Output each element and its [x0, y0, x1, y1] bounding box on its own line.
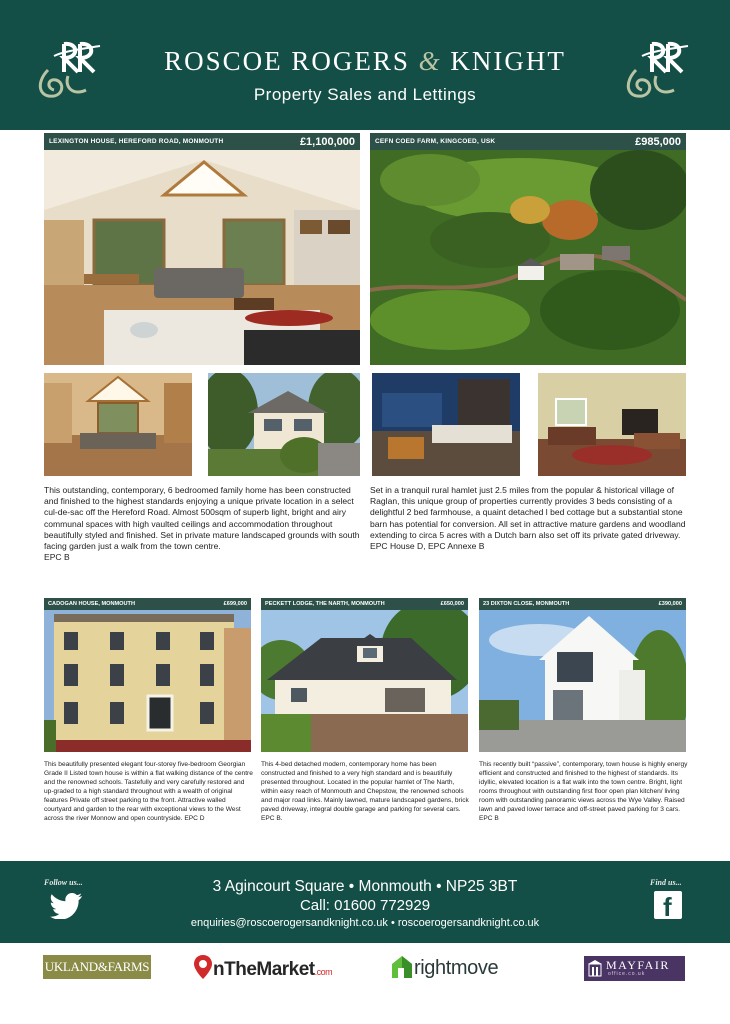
property-photo-thumb-2[interactable] [208, 373, 360, 476]
rightmove-house-icon [392, 956, 412, 978]
listing-description: Set in a tranquil rural hamlet just 2.5 miles from the popular & historical village of Raglan, this unique group of properties currently provides 3 beds consisting of a delightful 2 bed farmhouse, a quaint detached l bed cottage but a substantial stone barn has potential for conversion. All set in attractive mature gardens and woodland extending to circa 5 acres with a Dutch barn also set off its private gated driveway. EPC House D, EPC Annexe B [370, 485, 686, 552]
rightmove-logo[interactable]: rightmove [392, 953, 522, 983]
listing-description: This 4-bed detached modern, contemporary home has been constructed and finished to a very high standard and is beautifully presented throughout. Located in the popular hamlet of The Narth, within easy reach of Monmouth and Chepstow, the renowned schools and major road links. Mainly lawned, mature landscaped gardens, brick paved driveway, integral double garage and parking for several cars. EPC B. [261, 761, 469, 823]
listing-epc: EPC B [479, 815, 499, 823]
listing-address: CEFN COED FARM, KINGCOED, USK [375, 138, 496, 145]
listing-address: LEXINGTON HOUSE, HEREFORD ROAD, MONMOUTH [49, 138, 224, 145]
find-us-label: Find us... [650, 878, 682, 887]
listing-epc: EPC House D, EPC Annexe B [370, 541, 485, 552]
contact-links[interactable]: enquiries@roscoerogersandknight.co.uk • roscoerogersandknight.co.uk [190, 917, 540, 929]
listing-price: £390,000 [658, 601, 682, 607]
listing-address: CADOGAN HOUSE, MONMOUTH [48, 601, 136, 607]
brand-ampersand: & [418, 46, 442, 76]
crest-icon [588, 960, 602, 977]
onthemarket-logo[interactable]: nTheMarket.com [193, 953, 333, 983]
listing-address: PECKETT LODGE, THE NARTH, MONMOUTH [265, 601, 385, 607]
listing-description: This recently built “passive”, contemporary, town house is highly energy efficient and constructed and finished to the highest of standards. Its idyllic, elevated location is a flat walk into the town centre. Bright, light rooms throughout with outstanding first floor open plan kitchen/ living room with outstanding panoramic views across the Wye Valley. Raised lawn and paved lower terrace and off-street paved parking for 3 cars. EPC B [479, 761, 688, 823]
property-photo[interactable] [261, 610, 468, 752]
brand-title: ROSCOE ROGERS & KNIGHT [164, 46, 566, 76]
page-header [0, 0, 730, 130]
brand-tagline: Property Sales and Lettings [253, 85, 477, 104]
listing-title-bar [370, 133, 686, 150]
listing-dixton-close[interactable] [479, 598, 686, 858]
office-phone[interactable]: Call: 01600 772929 [299, 897, 431, 914]
listing-peckett-lodge[interactable] [261, 598, 468, 858]
property-photo-main[interactable] [44, 150, 360, 365]
listing-epc: EPC B [44, 552, 70, 563]
featured-listing-lexington[interactable] [44, 133, 360, 603]
listing-title-bar [44, 598, 251, 610]
contact-footer [0, 861, 730, 943]
listing-title-bar [479, 598, 686, 610]
facebook-icon[interactable]: f [654, 891, 682, 919]
location-pin-icon [193, 955, 213, 979]
listing-description: This outstanding, contemporary, 6 bedroomed family home has been constructed and finished to the highest standards enjoying a unique private location in a select cul-de-sac off the Hereford Road. Almost 500sqm of superb light, bright and airy communal spaces with high vaulted ceilings and accommodation throughout beautifully styled and finished. Set in private mature landscaped grounds with south facing garden just a walk from the town centre. EPC B [44, 485, 360, 563]
property-photo[interactable] [479, 610, 686, 752]
listing-title-bar [44, 133, 360, 150]
listing-description: This beautifully presented elegant four-storey five-bedroom Georgian Grade II Listed town house is within a flat walking distance of the centre and the renowned schools. Tastefully and very carefully restored and up-graded to a high standard throughout with a wealth of original features Private off street parking to the front. Attractive walled courtyard and garden to the rear with exceptional views to the West across the river Monnow and open countryside. EPC D [44, 761, 253, 823]
listing-cadogan-house[interactable] [44, 598, 251, 858]
office-address: 3 Agincourt Square • Monmouth • NP25 3BT [212, 878, 518, 895]
listing-price: £1,100,000 [299, 135, 355, 148]
listing-price: £699,000 [223, 601, 247, 607]
listing-address: 23 DIXTON CLOSE, MONMOUTH [483, 601, 570, 607]
property-photo-thumb-2[interactable] [538, 373, 686, 476]
property-photo[interactable] [44, 610, 251, 752]
featured-listing-cefn-coed[interactable] [370, 133, 686, 603]
listing-epc: EPC B. [261, 815, 283, 823]
property-photo-thumb-1[interactable] [44, 373, 192, 476]
follow-us-label: Follow us... [44, 878, 83, 887]
listing-title-bar [261, 598, 468, 610]
listing-price: £650,000 [440, 601, 464, 607]
partner-logos [0, 943, 730, 1024]
monogram-logo-right [622, 36, 694, 100]
property-photo-thumb-1[interactable] [372, 373, 520, 476]
listing-price: £985,000 [635, 135, 681, 148]
property-photo-main[interactable] [370, 150, 686, 365]
mayfair-office-logo[interactable]: MAYFAIR office.co.uk [584, 956, 685, 981]
ukland-farms-logo[interactable]: UKLAND&FARMS [43, 955, 151, 979]
